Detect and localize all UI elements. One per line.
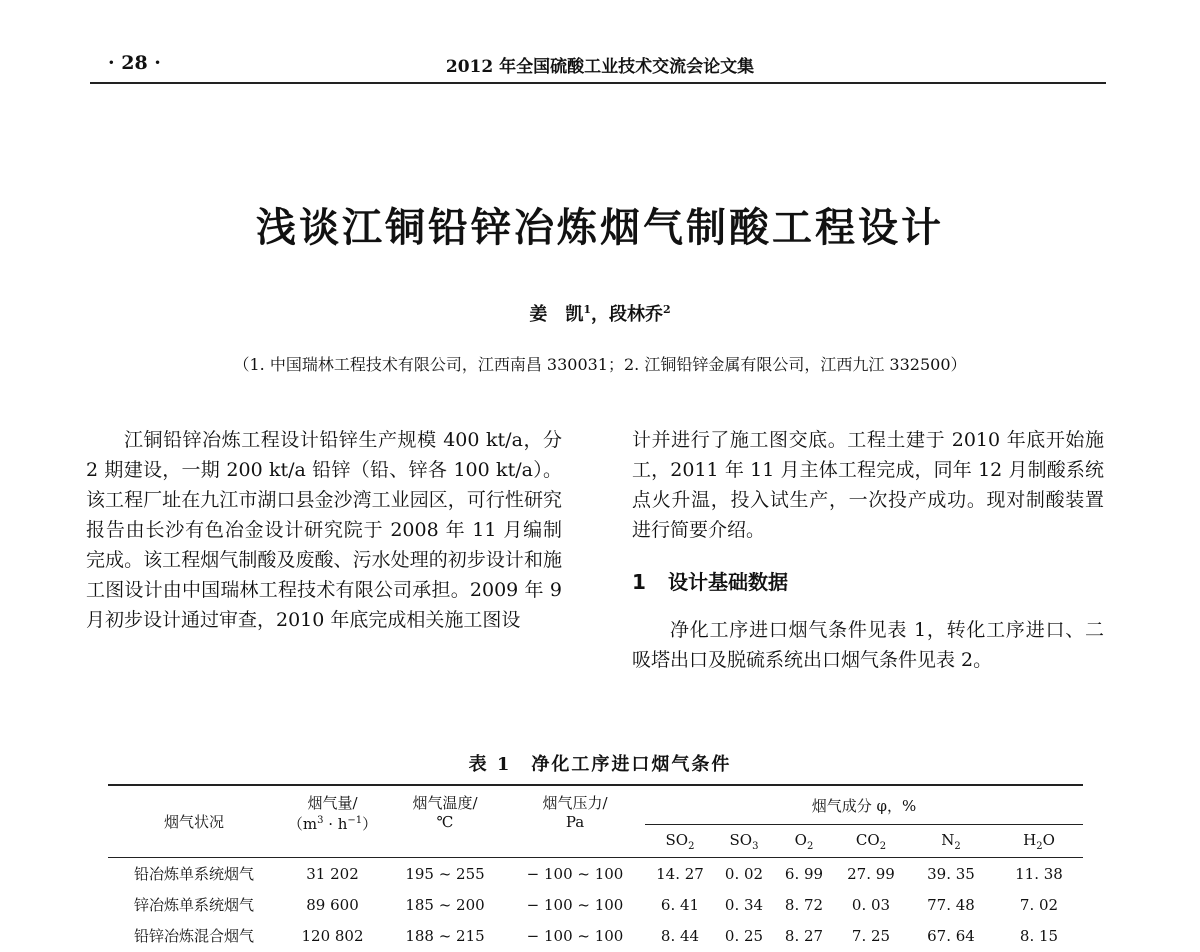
col-header-so2: $SO_2$ <box>645 825 715 858</box>
cell-state: 铅冶炼单系统烟气 <box>133 865 254 883</box>
section-heading <box>632 567 1104 597</box>
cell-n2: 77. 48 <box>927 895 975 914</box>
left-column <box>86 425 562 635</box>
cell-h2o: 8. 15 <box>1019 926 1059 945</box>
cell-pressure: − 100 ~ 100 <box>526 864 624 883</box>
table-row <box>108 858 1083 890</box>
running-header: 2012 年全国硫酸工业技术交流会论文集 <box>445 57 755 77</box>
affiliation: （1. 中国瑞林工程技术有限公司，江西南昌 330031；2. 江铜铅锌金属有限公司，江西九江 332500） <box>233 355 967 374</box>
cell-co2: 7. 25 <box>851 926 891 945</box>
col-header-flow-unit: $(m^3 \cdot h^{-1})$ <box>287 815 378 833</box>
col-header-pressure-label: 烟气压力/ <box>542 794 608 812</box>
cell-pressure: − 100 ~ 100 <box>526 895 624 914</box>
body-paragraph: 计并进行了施工图交底。工程土建于 2010 年底开始施工，2011 年 11 月主体工程完成，同年 12 月制酸系统点火升温，投入试生产，一次投产成功。现对制酸装置进行简要介绍。 <box>632 429 1104 541</box>
col-header-composition: 烟气成分 φ，% <box>645 785 1083 825</box>
cell-o2: 6. 99 <box>784 864 824 883</box>
author-name: 姜 凯 <box>529 304 584 325</box>
cell-o2: 8. 72 <box>784 895 824 914</box>
cell-temp: 188 ~ 215 <box>405 926 485 945</box>
col-header-flow-label: 烟气量/ <box>307 794 358 812</box>
body-paragraph: 江铜铅锌冶炼工程设计铅锌生产规模 400 kt/a，分 2 期建设，一期 200 kt/a 铅锌（铅、锌各 100 kt/a）。该工程厂址在九江市湖口县金沙湾工业园区，可行性研究报告由长沙有色冶金设计研究院于 2008 年 11 月编制完成。该工程烟气制酸及废酸、污水处理的初步设计和施工图设计由中国瑞林工程技术有限公司承担。2009 年 9 月初步设计通过审查，2010 年底完成相关施工图设 <box>86 429 562 631</box>
col-header-pressure-unit: Pa <box>565 813 585 831</box>
section-title: 设计基础数据 <box>668 570 788 594</box>
col-header-n2: $N_2$ <box>907 825 995 858</box>
cell-temp: 185 ~ 200 <box>405 895 485 914</box>
col-header-temp <box>385 785 505 858</box>
cell-so2: 14. 27 <box>656 864 704 883</box>
col-header-h2o: $H_2O$ <box>995 825 1083 858</box>
data-table <box>108 784 1083 951</box>
col-header-co2: $CO_2$ <box>835 825 907 858</box>
cell-so3: 0. 02 <box>724 864 764 883</box>
cell-so3: 0. 25 <box>724 926 764 945</box>
table-row <box>108 920 1083 951</box>
cell-state: 锌冶炼单系统烟气 <box>133 896 254 914</box>
col-header-flow <box>280 785 385 858</box>
cell-flow: 31 202 <box>306 864 359 883</box>
col-header-state: 烟气状况 <box>108 785 280 858</box>
header-rule <box>90 82 1106 84</box>
cell-n2: 39. 35 <box>927 864 975 883</box>
cell-flow: 89 600 <box>306 895 359 914</box>
cell-co2: 27. 99 <box>847 864 895 883</box>
cell-co2: 0. 03 <box>851 895 891 914</box>
author-affil-mark: 2 <box>663 303 671 316</box>
cell-h2o: 7. 02 <box>1019 895 1059 914</box>
cell-n2: 67. 64 <box>927 926 975 945</box>
cell-so2: 8. 44 <box>660 926 700 945</box>
col-header-pressure <box>505 785 645 858</box>
section-number: 1 <box>632 570 646 594</box>
cell-flow: 120 802 <box>301 926 364 945</box>
col-header-temp-unit: ℃ <box>436 813 454 831</box>
cell-so3: 0. 34 <box>724 895 764 914</box>
table-caption: 表 1 净化工序进口烟气条件 <box>468 754 732 775</box>
author-line: 姜 凯$^1$，段林乔$^2$ <box>529 303 671 325</box>
cell-temp: 195 ~ 255 <box>405 864 485 883</box>
col-header-o2: $O_2$ <box>773 825 835 858</box>
col-header-temp-label: 烟气温度/ <box>412 794 478 812</box>
article-title: 浅谈江铜铅锌冶炼烟气制酸工程设计 <box>256 205 944 251</box>
cell-pressure: − 100 ~ 100 <box>526 926 624 945</box>
cell-so2: 6. 41 <box>660 895 700 914</box>
cell-state: 铅锌冶炼混合烟气 <box>133 927 254 945</box>
col-header-so3: $SO_3$ <box>715 825 773 858</box>
cell-h2o: 11. 38 <box>1015 864 1063 883</box>
cell-o2: 8. 27 <box>784 926 824 945</box>
body-paragraph: 净化工序进口烟气条件见表 1，转化工序进口、二吸塔出口及脱硫系统出口烟气条件见表 2。 <box>632 619 1104 671</box>
page-number: · 28 · <box>108 52 161 74</box>
table-row <box>108 889 1083 920</box>
author-name: 段林乔 <box>609 304 663 325</box>
right-column <box>632 425 1104 675</box>
author-affil-mark: 1 <box>583 303 591 316</box>
